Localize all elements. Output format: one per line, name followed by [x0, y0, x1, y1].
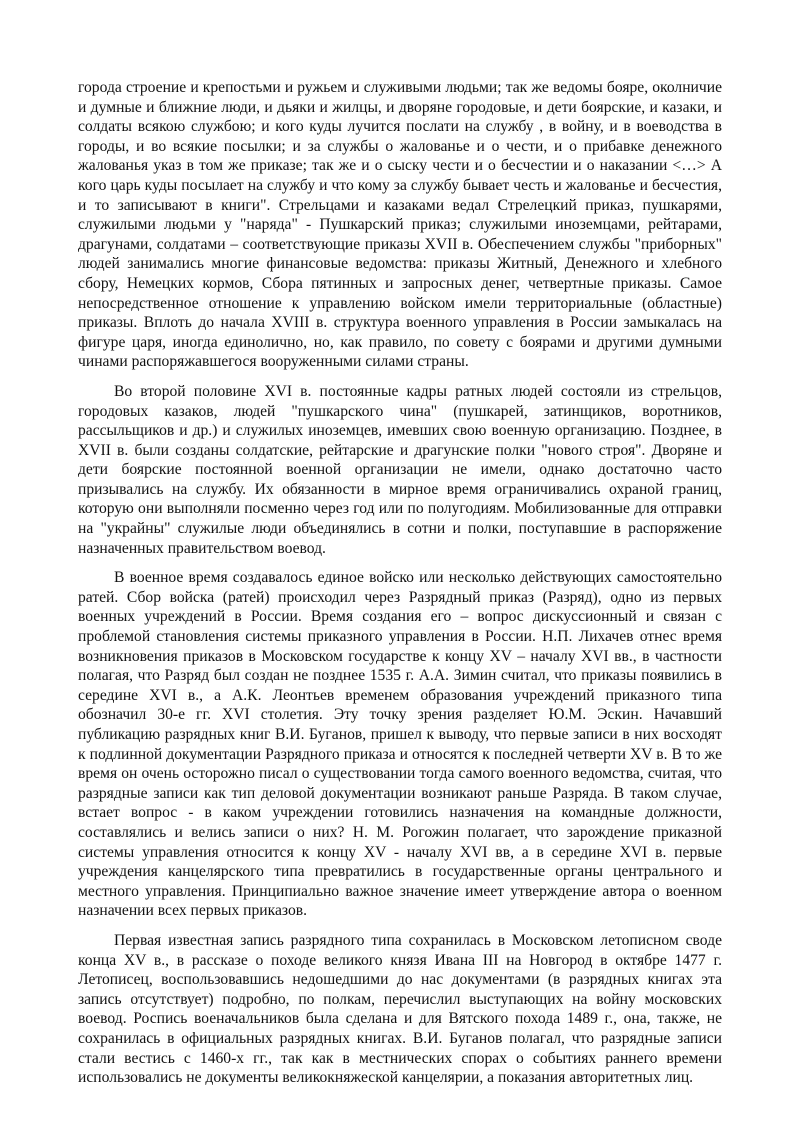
paragraph: Первая известная запись разрядного типа сохранилась в Московском летописном своде конца XV в., в рассказе о походе великого князя Ивана III на Новгород в октябре 1477 г. Летописец, воспользовавшись недошедшими до нас документами (в разрядных книгах эта запись отсутствует) подробно, по полкам, перечислил выступающих на войну московских воевод. Роспись военачальников была сделана и для Вятского похода 1489 г., она, также, не сохранилась в официальных разрядных книгах. В.И. Буганов полагал, что разрядные записи стали вестись с 1460-х гг., так как в местнических спорах о событиях раннего времени использовались не документы великокняжеской канцелярии, а показания авторитетных лиц. [78, 931, 722, 1087]
paragraph: Во второй половине XVI в. постоянные кадры ратных людей состояли из стрельцов, городовых казаков, людей "пушкарского чина" (пушкарей, затинщиков, воротников, рассыльщиков и др.) и служилых иноземцев, имевших свою военную организацию. Позднее, в XVII в. были созданы солдатские, рейтарские и драгунские полки "нового строя". Дворяне и дети боярские постоянной военной организации не имели, однако достаточно часто призывались на службу. Их обязанности в мирное время ограничивались охраной границ, которую они выполняли посменно через год или по полугодиям. Мобилизованные для отправки на "украйны" служилые люди объединялись в сотни и полки, поступавшие в распоряжение назначенных правительством воевод. [78, 382, 722, 557]
document-page [78, 78, 722, 1088]
paragraph: В военное время создавалось единое войско или несколько действующих самостоятельно ратей. Сбор войска (ратей) происходил через Разрядный приказ (Разряд), одно из первых военных учреждений в России. Время создания его – вопрос дискуссионный и связан с проблемой становления системы приказного управления в России. Н.П. Лихачев отнес время возникновения приказов в Московском государстве к концу XV – началу XVI вв., в частности полагая, что Разряд был создан не позднее 1535 г. А.А. Зимин считал, что приказы появились в середине XVI в., а А.К. Леонтьев временем образования учреждений приказного типа обозначил 30-е гг. XVI столетия. Эту точку зрения разделяет Ю.М. Эскин. Начавший публикацию разрядных книг В.И. Буганов, пришел к выводу, что первые записи в них восходят к подлинной документации Разрядного приказа и относятся к последней четверти XV в. В то же время он очень осторожно писал о существовании тогда самого военного ведомства, считая, что разрядные записи как тип деловой документации возникают раньше Разряда. В таком случае, встает вопрос - в каком учреждении готовились назначения на командные должности, составлялись и велись записи о них? Н. М. Рогожин полагает, что зарождение приказной системы управления относится к концу XV - началу XVI вв, а в середине XVI в. первые учреждения канцелярского типа превратились в государственные органы центрального и местного управления. Принципиально важное значение имеет утверждение автора о военном назначении всех первых приказов. [78, 569, 722, 920]
paragraph-continuation: города строение и крепостьми и ружьем и служивыми людьми; так же ведомы бояре, околничие и думные и ближние люди, и дьяки и жилцы, и дворяне городовые, и дети боярские, и казаки, и солдаты всякою службою; и кого куды лучится послати на службу , в войну, и в воеводства в городы, и во всякие посылки; и за службы о жалованье и о чести, и о прибавке денежного жалованья указ в том же приказе; так же и о сыску чести и о бесчестии и о наказании <…> А кого царь куды посылает на службу и что кому за службу бывает честь и жалованье и бесчестия, и то записывают в книги". Стрельцами и казаками ведал Стрелецкий приказ, пушкарями, служилыми людьми у "наряда" - Пушкарский приказ; служилыми иноземцами, рейтарами, драгунами, солдатами – соответствующие приказы XVII в. Обеспечением службы "приборных" людей занимались многие финансовые ведомства: приказы Житный, Денежного и хлебного сбору, Немецких кормов, Сбора пятинных и запросных денег, четвертные приказы. Самое непосредственное отношение к управлению войском имели территориальные (областные) приказы. Вплоть до начала XVIII в. структура военного управления в России замыкалась на фигуре царя, иногда единолично, но, как правило, по совету с боярами и другими думными чинами распоряжавшегося вооруженными силами страны. [78, 79, 722, 371]
